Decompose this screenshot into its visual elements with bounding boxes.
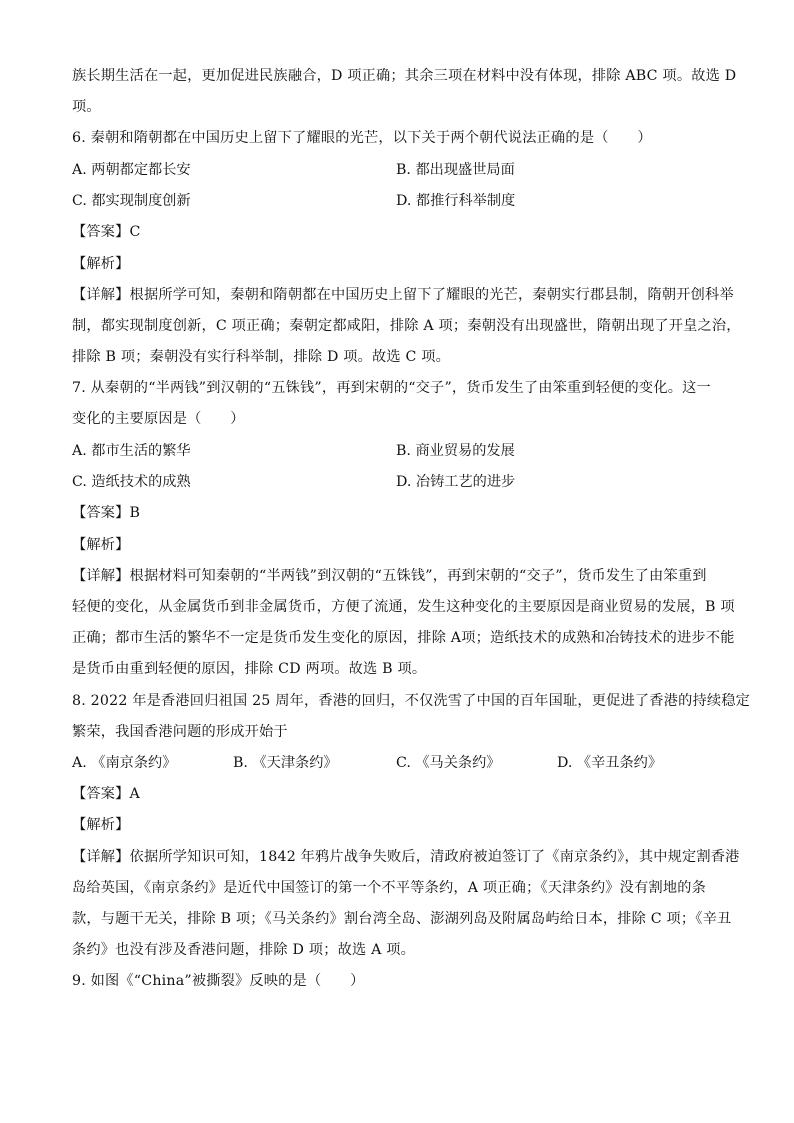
question-6-detail: 排除 B 项；秦朝没有实行科举制，排除 D 项。故选 C 项。 [72,349,451,365]
question-8-detail: 岛给英国，《南京条约》是近代中国签订的第一个不平等条约，A 项正确；《天津条约》没有割地的条 [72,880,707,896]
question-9-stem: 9. 如图《“China”被撕裂》反映的是（ ） [72,973,365,989]
question-8-detail: 【详解】依据所学知识可知，1842 年鸦片战争失败后，清政府被迫签订了《南京条约》，其中规定割香港 [72,849,740,865]
question-7-detail: 是货币由重到轻便的原因，排除 CD 两项。故选 B 项。 [72,661,427,677]
question-8-detail: 款，与题干无关，排除 B 项；《马关条约》割台湾全岛、澎湖列岛及附属岛屿给日本，排除 C 项；《辛丑 [72,911,732,927]
question-8-option-a: A. 《南京条约》 [72,755,177,771]
text-line: 族长期生活在一起，更加促进民族融合，D 项正确；其余三项在材料中没有体现，排除 ABC 项。故选 D [72,68,737,84]
question-6-option-b: B. 都出现盛世局面 [396,162,515,178]
question-7-detail: 正确；都市生活的繁华不一定是货币发生变化的原因，排除 A项；造纸技术的成熟和冶铸技术的进步不能 [72,630,735,646]
question-8-option-b: B. 《天津条约》 [233,755,338,771]
question-8-option-c: C. 《马关条约》 [396,755,501,771]
question-8-stem: 繁荣，我国香港问题的形成开始于 [72,724,288,740]
question-7-stem: 7. 从秦朝的“半两钱”到汉朝的“五铢钱”，再到宋朝的“交子”，货币发生了由笨重到轻便的变化。这一 [72,380,711,396]
text-line: 项。 [72,99,101,115]
question-7-detail: 【详解】根据材料可知秦朝的“半两钱”到汉朝的“五铢钱”，再到宋朝的“交子”，货币发生了由笨重到 [72,568,707,584]
question-8-detail: 条约》也没有涉及香港问题，排除 D 项；故选 A 项。 [72,942,415,958]
question-6-analysis-label: 【解析】 [72,256,130,272]
question-6-option-d: D. 都推行科举制度 [396,193,516,209]
question-8-stem: 8. 2022 年是香港回归祖国 25 周年，香港的回归，不仅洗雪了中国的百年国耻，更促进了香港的持续稳定 [72,693,751,709]
question-7-detail: 轻便的变化，从金属货币到非金属货币，方便了流通，发生这种变化的主要原因是商业贸易的发展，B 项 [72,599,735,615]
question-6-option-a: A. 两朝都定都长安 [72,162,191,178]
question-7-stem: 变化的主要原因是（ ） [72,411,245,427]
question-7-option-b: B. 商业贸易的发展 [396,443,515,459]
question-6-detail: 制，都实现制度创新，C 项正确；秦朝定都咸阳，排除 A 项；秦朝没有出现盛世，隋朝出现了开皇之治， [72,318,741,334]
question-6-answer: 【答案】C [72,224,141,240]
question-7-analysis-label: 【解析】 [72,537,130,553]
question-8-answer: 【答案】A [72,786,140,802]
question-6-detail: 【详解】根据所学可知，秦朝和隋朝都在中国历史上留下了耀眼的光芒，秦朝实行郡县制，隋朝开创科举 [72,287,734,303]
question-7-option-c: C. 造纸技术的成熟 [72,474,191,490]
question-7-option-a: A. 都市生活的繁华 [72,443,191,459]
question-6-option-c: C. 都实现制度创新 [72,193,191,209]
question-7-answer: 【答案】B [72,505,141,521]
question-8-option-d: D. 《辛丑条约》 [557,755,663,771]
question-6-stem: 6. 秦朝和隋朝都在中国历史上留下了耀眼的光芒，以下关于两个朝代说法正确的是（ ） [72,130,652,146]
question-8-analysis-label: 【解析】 [72,817,130,833]
question-7-option-d: D. 冶铸工艺的进步 [396,474,516,490]
